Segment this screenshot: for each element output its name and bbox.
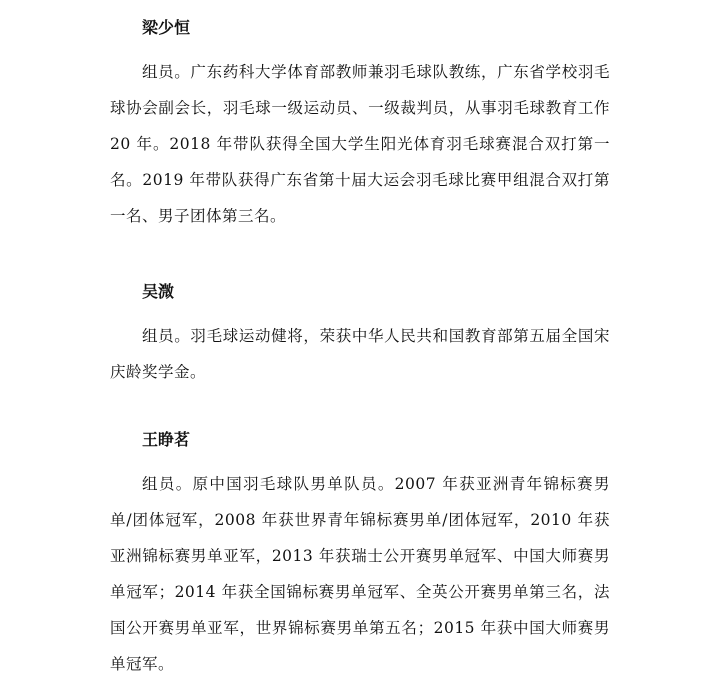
member-bio: 组员。广东药科大学体育部教师兼羽毛球队教练，广东省学校羽毛球协会副会长，羽毛球一级运动员、一级裁判员，从事羽毛球教育工作 20 年。2018 年带队获得全国大学生阳光体育羽毛球赛混合双打第一名。2019 年带队获得广东省第十届大运会羽毛球比赛甲组混合双打第一名、男子团体第三名。 [110, 63, 610, 225]
member-entry [110, 282, 610, 390]
member-bio: 组员。原中国羽毛球队男单队员。2007 年获亚洲青年锦标赛男单/团体冠军，2008 年获世界青年锦标赛男单/团体冠军，2010 年获亚洲锦标赛男单亚军，2013 年获瑞士公开赛男单冠军、中国大师赛男单冠军；2014 年获全国锦标赛男单冠军、全英公开赛男单第三名，法国公开赛男单亚军，世界锦标赛男单第五名；2015 年获中国大师赛男单冠军。 [110, 475, 610, 673]
member-entry [110, 430, 610, 682]
member-bio: 组员。羽毛球运动健将，荣获中华人民共和国教育部第五届全国宋庆龄奖学金。 [110, 327, 610, 381]
member-name: 王睁茗 [142, 430, 191, 449]
member-name: 吴溦 [142, 282, 175, 301]
member-name: 梁少恒 [142, 18, 191, 37]
member-entry [110, 18, 610, 234]
